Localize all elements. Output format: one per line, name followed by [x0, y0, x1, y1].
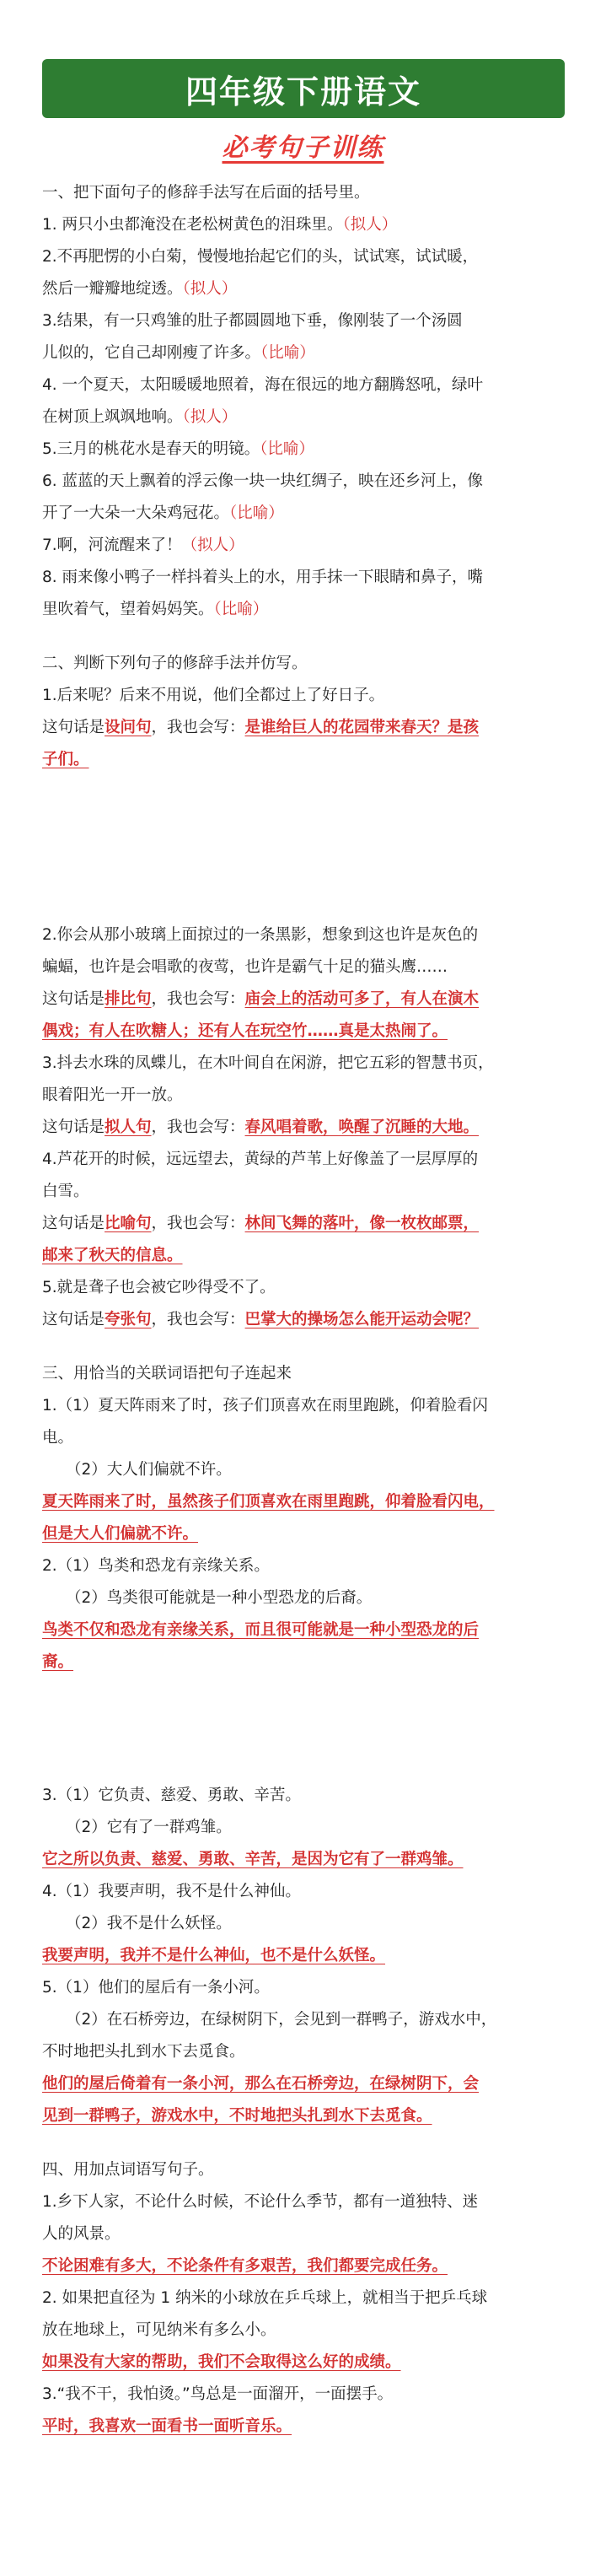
question-line: 6. 蓝蓝的天上飘着的浮云像一块一块红绸子，映在还乡河上，像 — [42, 472, 484, 490]
question-line: 4.芦花开的时候，远远望去，黄绿的芦苇上好像盖了一层厚厚的 — [42, 1151, 479, 1168]
answer-label: （拟人） — [181, 536, 244, 554]
connected-answer: 但是大人们偏就不许。 — [42, 1525, 199, 1543]
question-line: 电。 — [42, 1429, 74, 1447]
imitation-answer: 子们。 — [42, 751, 89, 768]
question-line: （2）我不是什么妖怪。 — [66, 1915, 232, 1932]
sentence-answer: 如果没有大家的帮助，我们不会取得这么好的成绩。 — [42, 2353, 401, 2371]
question-line: 1.乡下人家，不论什么时候，不论什么季节，都有一道独特、迷 — [42, 2193, 479, 2211]
question-line: 在树顶上飒飒地响。（拟人） — [42, 408, 238, 426]
answer-label: （比喻） — [213, 601, 269, 618]
question-line: 3.抖去水珠的凤蝶儿，在木叶间自在闲游，把它五彩的智慧书页， — [42, 1054, 494, 1072]
answer-label: （拟人） — [182, 408, 238, 426]
question-line: 放在地球上，可见纳米有多么小。 — [42, 2321, 276, 2339]
question-line: 7.啊，河流醒来了！（拟人） — [42, 536, 244, 554]
question-line: 1. 两只小虫都淹没在老松树黄色的泪珠里。（拟人） — [42, 216, 398, 234]
question-line: 眼着阳光一开一放。 — [42, 1086, 183, 1104]
question-line: 蝙蝠，也许是会唱歌的夜莺，也许是霸气十足的猫头鹰…… — [42, 958, 448, 976]
question-line: 5.三月的桃花水是春天的明镜。（比喻） — [42, 440, 314, 458]
rhetoric-type: 排比句 — [105, 990, 152, 1008]
section-heading: 一、把下面句子的修辞手法写在后面的括号里。 — [42, 184, 370, 202]
question-line: 8. 雨来像小鸭子一样抖着头上的水，用手抹一下眼睛和鼻子，嘴 — [42, 569, 484, 586]
imitation-answer: 是谁给巨人的花园带来春天？是孩 — [244, 719, 480, 736]
question-line: 里吹着气，望着妈妈笑。（比喻） — [42, 601, 269, 618]
question-line: 开了一大朵一大朵鸡冠花。（比喻） — [42, 504, 284, 522]
question-line: 1.后来呢？后来不用说，他们全都过上了好日子。 — [42, 687, 385, 704]
question-line: 儿似的，它自己却刚瘦了许多。（比喻） — [42, 344, 315, 362]
answer-label: （比喻） — [229, 504, 284, 522]
rhetoric-type: 设问句 — [105, 719, 152, 736]
connected-answer: 它之所以负责、慈爱、勇敢、辛苦，是因为它有了一群鸡雏。 — [42, 1851, 464, 1868]
connected-answer: 见到一群鸭子，游戏水中，不时地把头扎到水下去觅食。 — [42, 2107, 432, 2125]
connected-answer: 夏天阵雨来了时，虽然孩子们顶喜欢在雨里跑跳，仰着脸看闪电， — [42, 1493, 495, 1511]
page-subtitle: 必考句子训练 — [222, 133, 384, 163]
page-title: 四年级下册语文 — [185, 73, 421, 110]
section-heading: 四、用加点词语写句子。 — [42, 2161, 214, 2179]
question-line: 2.你会从那小玻璃上面掠过的一条黑影，想象到这也许是灰色的 — [42, 926, 479, 944]
question-line: 2.（1）鸟类和恐龙有亲缘关系。 — [42, 1557, 270, 1575]
question-line: 2.不再肥愣的小白菊，慢慢地抬起它们的头，试试寒，试试暖， — [42, 248, 479, 266]
question-line: 不时地把头扎到水下去觅食。 — [42, 2043, 245, 2061]
sentence-answer: 平时，我喜欢一面看书一面听音乐。 — [42, 2417, 292, 2435]
imitation-answer: 庙会上的活动可多了，有人在演木 — [244, 990, 480, 1008]
rhetoric-type: 拟人句 — [105, 1118, 152, 1136]
question-line: 人的风景。 — [42, 2225, 121, 2243]
question-line: 2. 如果把直径为 1 纳米的小球放在乒乓球上，就相当于把乒乓球 — [42, 2289, 488, 2307]
section-heading: 三、用恰当的关联词语把句子连起来 — [42, 1365, 292, 1382]
answer-line — [42, 1240, 566, 1272]
question-line: 白雪。 — [42, 1183, 89, 1200]
question-line: 5.就是聋子也会被它吵得受不了。 — [42, 1279, 276, 1296]
answer-line — [42, 744, 566, 776]
question-line: 3.（1）它负责、慈爱、勇敢、辛苦。 — [42, 1786, 301, 1804]
section-heading: 二、判断下列句子的修辞手法并仿写。 — [42, 655, 308, 672]
connected-answer: 鸟类不仅和恐龙有亲缘关系，而且很可能就是一种小型恐龙的后 — [42, 1621, 480, 1639]
answer-line: 这句话是拟人句，我也会写：春风唱着歌，唤醒了沉睡的大地。 — [42, 1118, 480, 1136]
question-line: 1.（1）夏天阵雨来了时，孩子们顶喜欢在雨里跑跳，仰着脸看闪 — [42, 1397, 488, 1415]
title-banner — [42, 59, 565, 118]
question-line: （2）鸟类很可能就是一种小型恐龙的后裔。 — [66, 1589, 373, 1607]
answer-line: 这句话是比喻句，我也会写：林间飞舞的落叶，像一枚枚邮票， — [42, 1215, 480, 1232]
connected-answer: 我要声明，我并不是什么神仙，也不是什么妖怪。 — [42, 1947, 386, 1964]
sentence-answer: 不论困难有多大，不论条件有多艰苦，我们都要完成任务。 — [42, 2257, 448, 2275]
answer-label: （拟人） — [182, 280, 238, 298]
question-line: 3.“我不干，我怕烫。”鸟总是一面溜开，一面摆手。 — [42, 2385, 394, 2403]
answer-line: 这句话是排比句，我也会写：庙会上的活动可多了，有人在演木 — [42, 990, 480, 1008]
imitation-answer: 偶戏；有人在吹糖人；还有人在玩空竹……真是太热闹了。 — [42, 1022, 448, 1040]
answer-line: 这句话是设问句，我也会写：是谁给巨人的花园带来春天？是孩 — [42, 719, 480, 736]
answer-line — [42, 1016, 566, 1048]
imitation-answer: 巴掌大的操场怎么能开运动会呢？ — [244, 1311, 480, 1328]
imitation-answer: 林间飞舞的落叶，像一枚枚邮票， — [244, 1215, 480, 1232]
question-line: 3.结果，有一只鸡雏的肚子都圆圆地下垂，像刚装了一个汤圆 — [42, 312, 463, 330]
connected-answer: 他们的屋后倚着有一条小河，那么在石桥旁边，在绿树阴下，会 — [42, 2075, 480, 2093]
question-line: （2）大人们偏就不许。 — [66, 1461, 232, 1479]
rhetoric-type: 比喻句 — [105, 1215, 152, 1232]
answer-label: （比喻） — [260, 344, 315, 362]
question-line: 然后一瓣瓣地绽透。（拟人） — [42, 280, 238, 298]
rhetoric-type: 夸张句 — [105, 1311, 152, 1328]
imitation-answer: 邮来了秋天的信息。 — [42, 1247, 183, 1264]
worksheet-content — [42, 177, 566, 2443]
question-line: （2）在石桥旁边，在绿树阴下，会见到一群鸭子，游戏水中， — [66, 2011, 497, 2029]
answer-label: （比喻） — [260, 440, 314, 458]
answer-label: （拟人） — [342, 216, 398, 234]
question-line: 5.（1）他们的屋后有一条小河。 — [42, 1979, 270, 1997]
question-line: 4.（1）我要声明，我不是什么神仙。 — [42, 1883, 301, 1900]
imitation-answer: 春风唱着歌，唤醒了沉睡的大地。 — [244, 1118, 480, 1136]
connected-answer: 裔。 — [42, 1653, 74, 1671]
question-line: 4. 一个夏天，太阳暖暖地照着，海在很远的地方翻腾怒吼，绿叶 — [42, 376, 484, 394]
answer-line: 这句话是夸张句，我也会写：巴掌大的操场怎么能开运动会呢？ — [42, 1311, 480, 1328]
subtitle-row — [0, 127, 606, 164]
question-line: （2）它有了一群鸡雏。 — [66, 1819, 232, 1836]
